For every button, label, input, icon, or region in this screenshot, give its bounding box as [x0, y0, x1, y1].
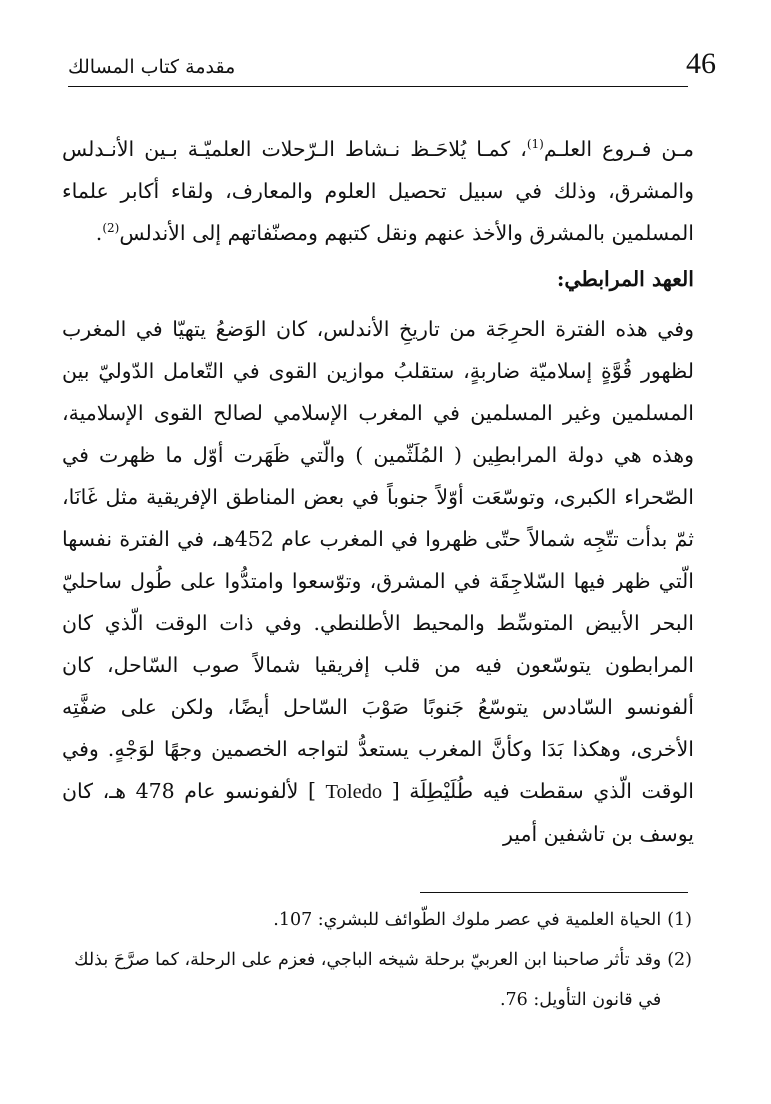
- paragraph-1: [62, 128, 694, 254]
- section-heading: العهد المرابطي:: [556, 267, 694, 291]
- footnote-divider: [420, 892, 688, 893]
- footnotes: [62, 900, 692, 1020]
- footnote-1: [62, 900, 692, 940]
- paragraph-1-body: ، كمـا يُلاحَـظ نـشاط الـرّحلات العلميّـة بـين الأنـدلس والمشرق، وذلك في سبيل تحصيل العلوم والمعارف، ولقاء أكابر علماء المسلمين بالمشرق والأخذ عنهم ونقل كتبهم ومصنّفاتهم إلى الأندلس: [62, 137, 694, 245]
- page-number: 46: [686, 47, 716, 80]
- paragraph-2: [62, 308, 694, 855]
- main-text: [62, 128, 694, 855]
- footnote-text: الحياة العلمية في عصر ملوك الطّوائف للبشري: 107.: [273, 910, 662, 930]
- footnote-2: [62, 940, 692, 1020]
- footnote-ref-1: (1): [526, 137, 544, 151]
- footnote-ref-2: (2): [102, 221, 120, 235]
- paragraph-2-body: وفي هذه الفترة الحرِجَة من تاريخِ الأندلس، كان الوَضعُ يتهيّا في المغرب لظهور قُوَّةٍ إسلاميّة ضاربةٍ، ستقلبُ موازين القوى في التّعامل الدّوليّ بين المسلمين وغير المسلمين في المغرب الإسلامي لصالح القوى الإسلامية، وهذه هي دولة المرابطِين ( المُلَثّمين ) والّتي ظَهَرت أوّل ما ظهرت في الصّحراء الكبرى، وتوسّعَت أوّلاً جنوباً في بعض المناطق الإفريقية مثل غَانَا، ثمّ بدأت تتّجِه شمالاً حتّى ظهروا في المغرب عام 452هـ، في الفترة نفسها الّتي ظهر فيها السّلاجِقَة في المشرق، وتوّسعوا وامتدُّوا على طُول ساحليّ البحر الأبيض المتوسِّط والمحيط الأطلنطي. وفي ذات الوقت الّذي كان المرابطون يتوسّعون فيه من قلب إفريقيا شمالاً صوب السّاحل، كان ألفونسو السّادس يتوسّعُ جَنوبًا صَوْبَ السّاحل أيضًا، ولكن على ضفَّتِه الأخرى، وهكذا بَدَا وكأنَّ المغرب يستعدُّ لتواجه الخصمين وجهًا لوَجْهٍ. وفي الوقت الّذي سقطت فيه طُلَيْطِلَة [: [62, 317, 694, 803]
- footnote-number: (1): [667, 910, 692, 930]
- paragraph-1-end: .: [95, 221, 103, 245]
- paragraph-1-start: مـن فـروع العلـم: [543, 137, 695, 161]
- latin-term: Toledo: [325, 781, 383, 803]
- paragraph-2-end: ] لألفونسو عام 478 هـ، كان يوسف بن تاشفين أمير: [62, 779, 694, 846]
- footnote-number: (2): [667, 950, 692, 970]
- running-title: مقدمة كتاب المسالك: [68, 56, 236, 78]
- page-header: [68, 47, 716, 87]
- footnote-text: وقد تأثر صاحبنا ابن العربيّ برحلة شيخه الباجي، فعزم على الرحلة، كما صرَّحَ بذلك في قانون التأويل: 76.: [74, 950, 662, 1010]
